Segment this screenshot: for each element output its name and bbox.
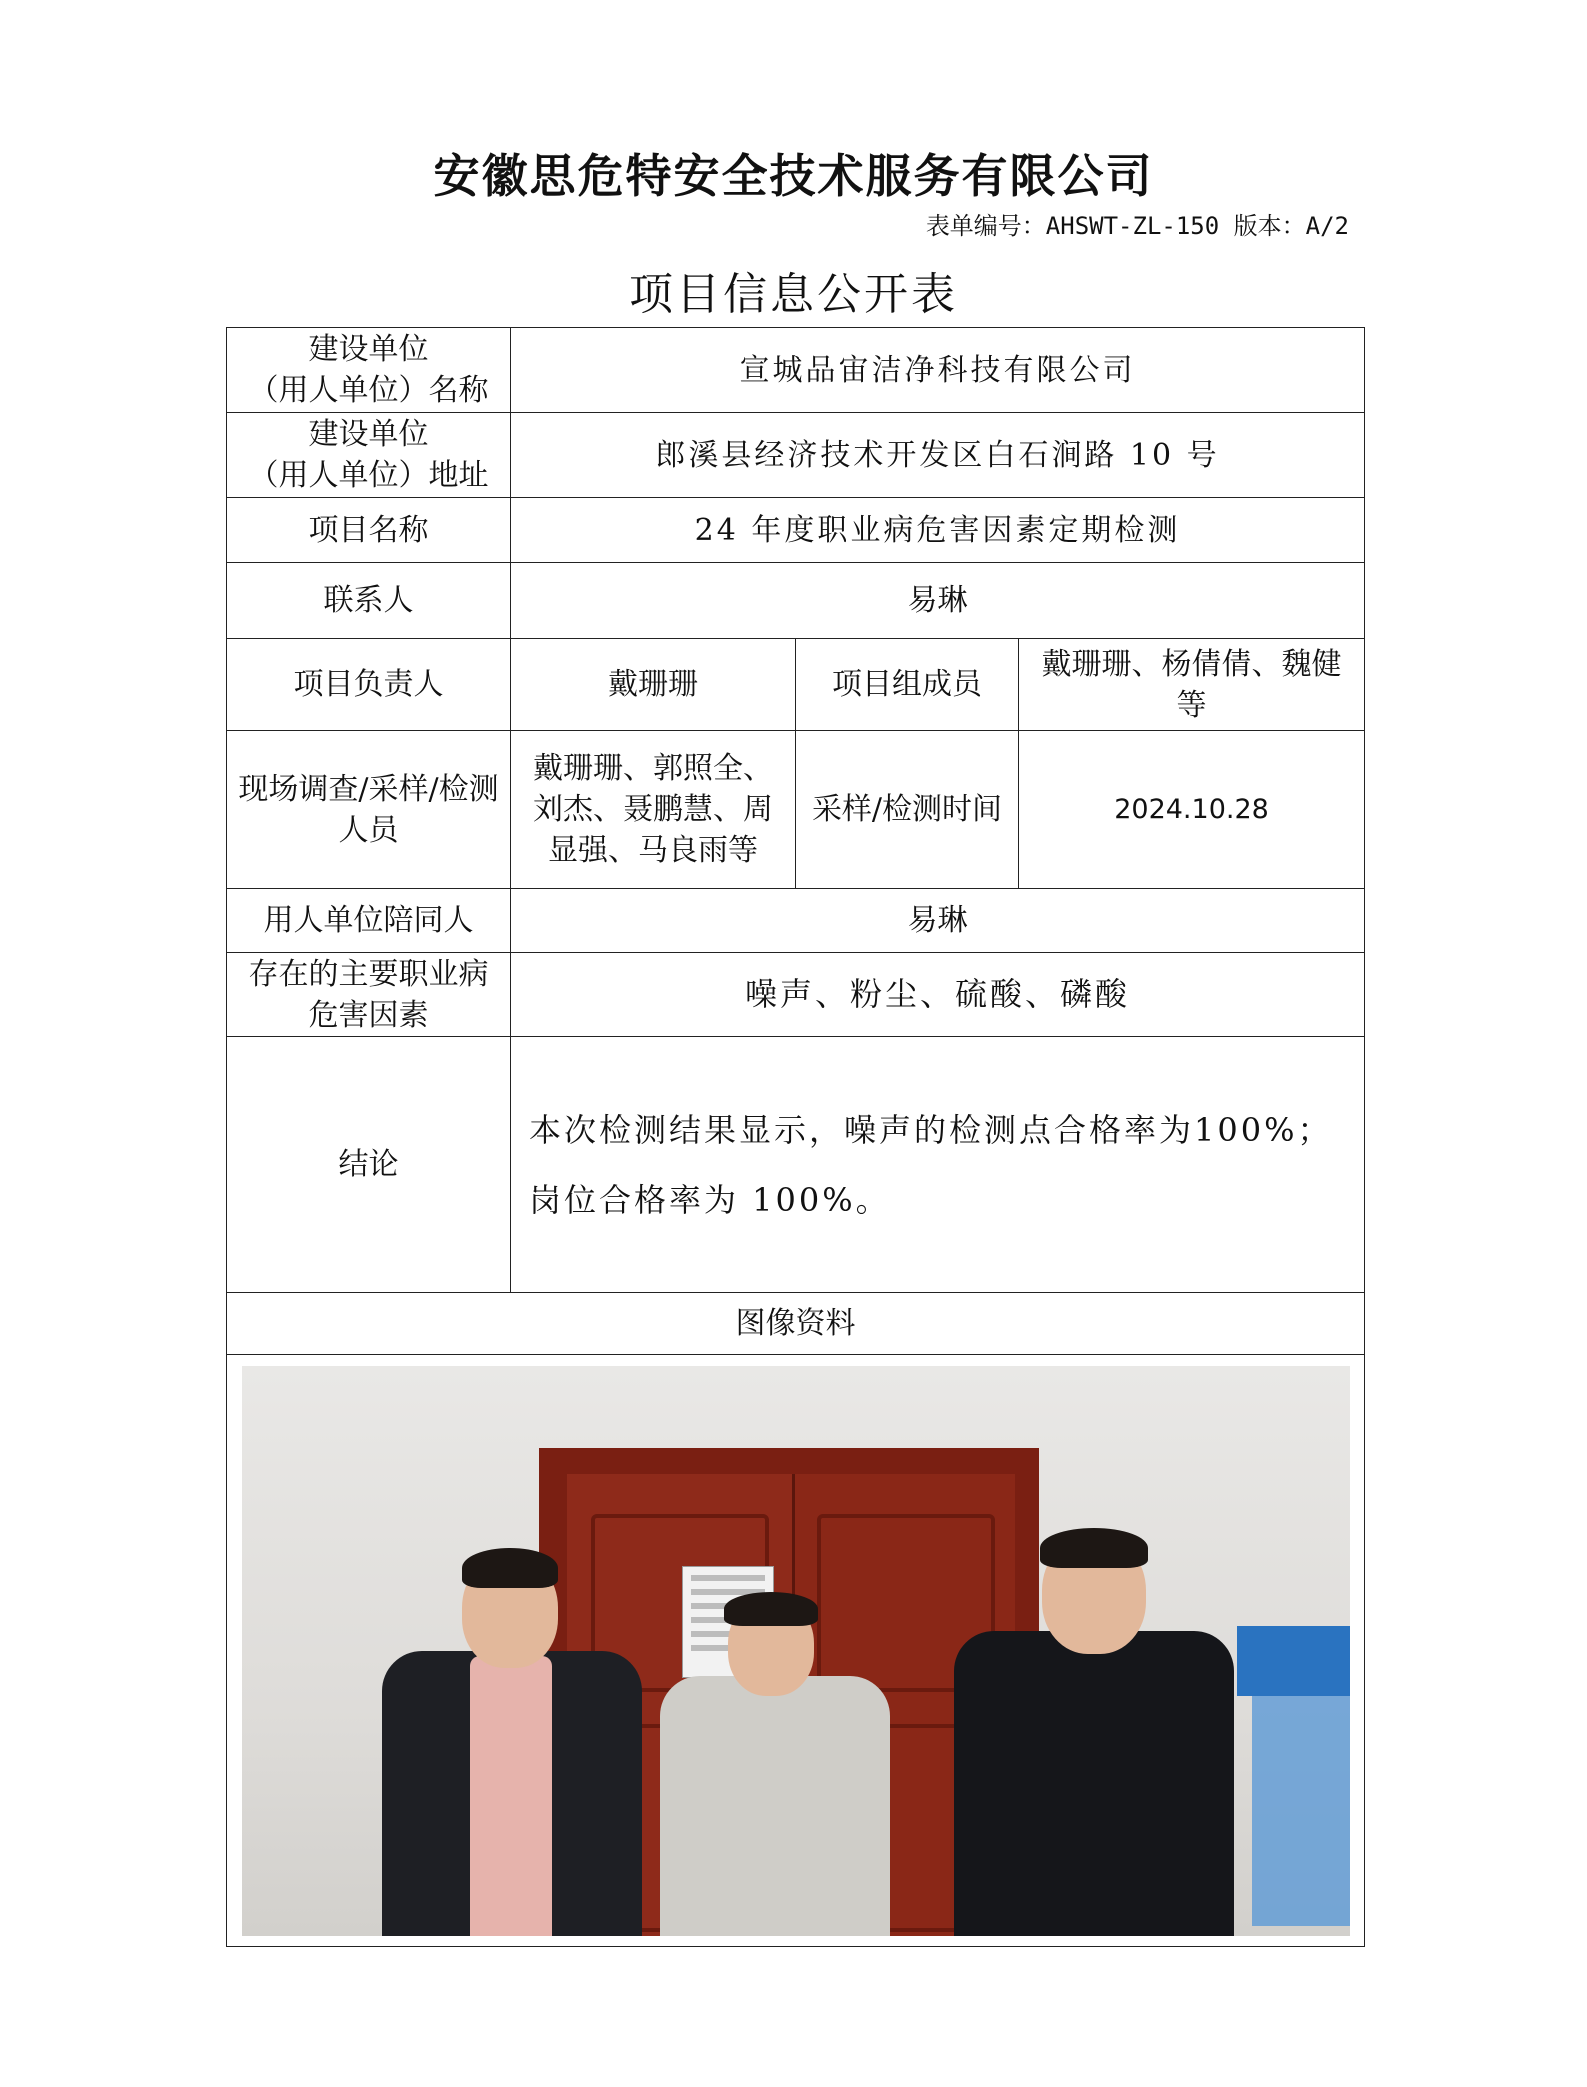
survey-label: 现场调查/采样/检测人员	[227, 731, 511, 889]
leader-value: 戴珊珊	[511, 639, 796, 731]
images-label: 图像资料	[227, 1293, 1365, 1355]
leader-label: 项目负责人	[227, 639, 511, 731]
escort-label: 用人单位陪同人	[227, 889, 511, 953]
unit-address-value: 郎溪县经济技术开发区白石涧路 10 号	[511, 413, 1365, 498]
company-title: 安徽思危特安全技术服务有限公司	[433, 149, 1154, 203]
person-middle	[660, 1598, 890, 1936]
hazards-value: 噪声、粉尘、硫酸、磷酸	[511, 953, 1365, 1037]
time-label: 采样/检测时间	[796, 731, 1019, 889]
time-value: 2024.10.28	[1019, 731, 1365, 889]
unit-name-value: 宣城品宙洁净科技有限公司	[511, 328, 1365, 413]
conclusion-label: 结论	[227, 1037, 511, 1293]
row-escort	[227, 889, 1365, 953]
row-survey	[227, 731, 1365, 889]
form-number: 表单编号：AHSWT-ZL-150 版本：A/2	[925, 212, 1349, 240]
project-name-value: 24 年度职业病危害因素定期检测	[511, 498, 1365, 563]
row-project-name	[227, 498, 1365, 563]
person-left	[382, 1556, 642, 1936]
contact-value: 易琳	[511, 563, 1365, 639]
survey-value: 戴珊珊、郭照全、刘杰、聂鹏慧、周显强、马良雨等	[511, 731, 796, 889]
row-hazards	[227, 953, 1365, 1037]
unit-name-label: 建设单位 （用人单位）名称	[227, 328, 511, 413]
contact-label: 联系人	[227, 563, 511, 639]
row-contact	[227, 563, 1365, 639]
site-photo	[242, 1366, 1350, 1936]
project-name-label: 项目名称	[227, 498, 511, 563]
photo-cell	[227, 1355, 1365, 1947]
escort-value: 易琳	[511, 889, 1365, 953]
row-leader	[227, 639, 1365, 731]
project-info-table	[226, 327, 1365, 1947]
unit-address-label: 建设单位 （用人单位）地址	[227, 413, 511, 498]
members-value: 戴珊珊、杨倩倩、魏健等	[1019, 639, 1365, 731]
row-unit-name	[227, 328, 1365, 413]
row-images	[227, 1355, 1365, 1947]
row-conclusion	[227, 1037, 1365, 1293]
form-title: 项目信息公开表	[629, 269, 958, 320]
person-right	[954, 1536, 1234, 1936]
row-images-header	[227, 1293, 1365, 1355]
water-dispenser-sign	[1237, 1626, 1350, 1696]
conclusion-value: 本次检测结果显示，噪声的检测点合格率为100%；岗位合格率为 100%。	[511, 1037, 1365, 1293]
members-label: 项目组成员	[796, 639, 1019, 731]
water-dispenser	[1252, 1696, 1350, 1926]
row-unit-address	[227, 413, 1365, 498]
hazards-label: 存在的主要职业病危害因素	[227, 953, 511, 1037]
